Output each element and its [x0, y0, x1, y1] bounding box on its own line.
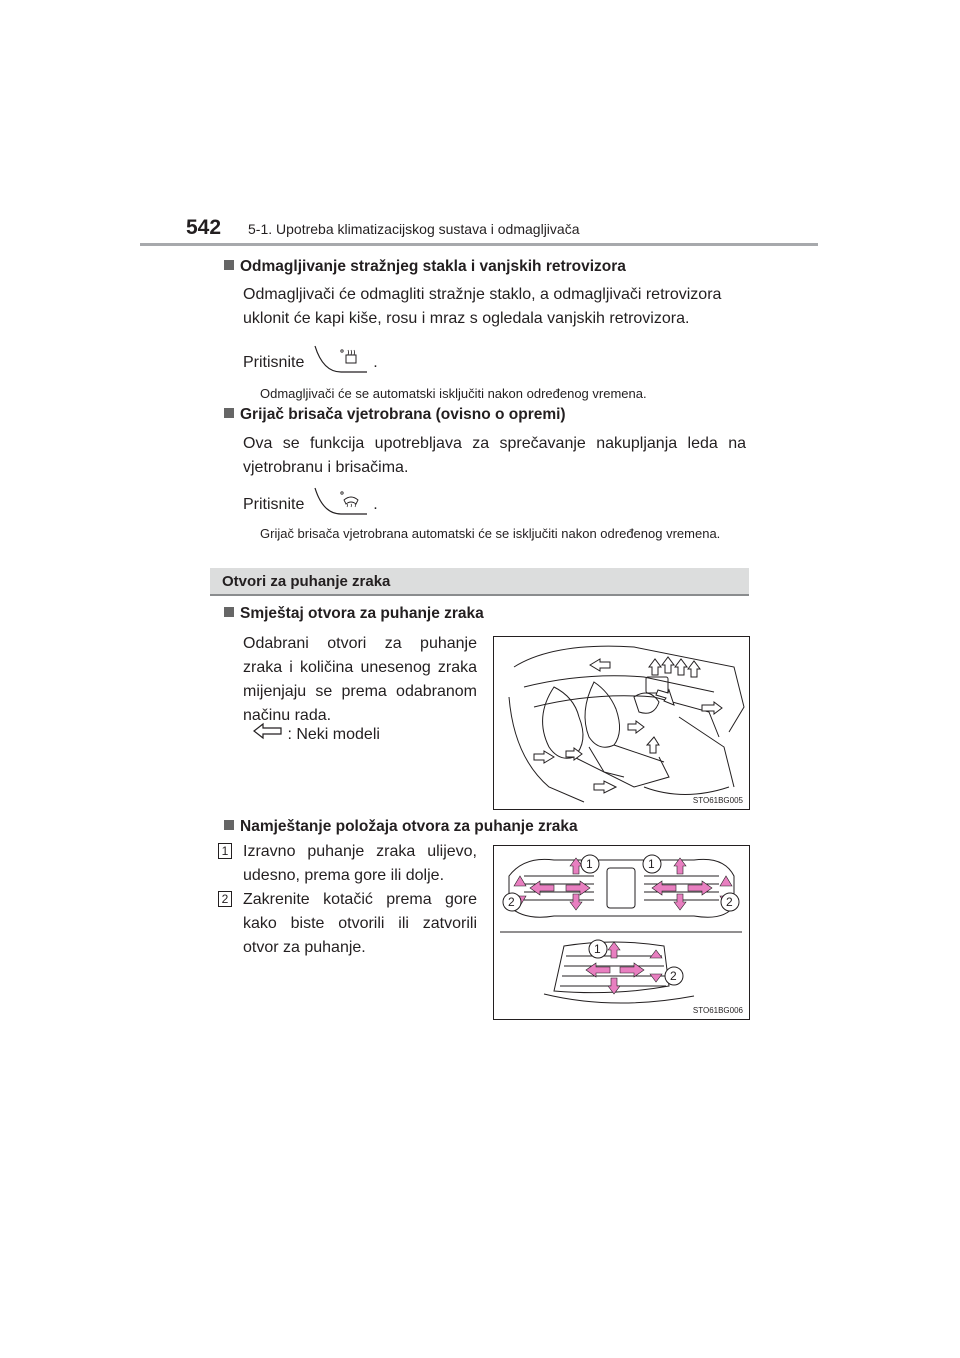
- callout-1: 1: [586, 857, 593, 871]
- callout-2: 2: [508, 895, 515, 909]
- section-title: Otvori za puhanje zraka: [222, 573, 391, 590]
- step-number-1: 1: [218, 843, 232, 859]
- heading-rear-defogger: Odmagljivanje stražnjeg stakla i vanjskih retrovizora: [224, 258, 626, 276]
- heading-vent-location: Smještaj otvora za puhanje zraka: [224, 605, 484, 623]
- heading-vent-adjust: Namještanje položaja otvora za puhanje zraka: [224, 818, 578, 836]
- wiper-deicer-button-icon: [311, 486, 369, 524]
- wiper-deicer-note: Grijač brisača vjetrobrana automatski će se isključiti nakon određenog vremena.: [260, 526, 721, 541]
- wiper-deicer-press-line: [243, 486, 443, 516]
- rear-defogger-body: Odmagljivači će odmagliti stražnje staklo, a odmagljivači retrovizora uklonit će kapi kiše, rosu i mraz s ogledala vanjskih retrovizora.: [243, 286, 722, 327]
- step-2-text: Zakrenite kotačić prema gore kako biste otvorili ili zatvorili otvor za puhanje.: [243, 891, 477, 956]
- cabin-airflow-figure: [493, 636, 750, 810]
- step-number-2: 2: [218, 891, 232, 907]
- square-bullet-icon: [224, 820, 234, 830]
- legend-row: [253, 722, 453, 748]
- step-1-text: Izravno puhanje zraka ulijevo, udesno, prema gore ili dolje.: [243, 843, 477, 884]
- figure-code: STO61BG006: [692, 1006, 743, 1015]
- square-bullet-icon: [224, 260, 234, 270]
- page-number: 542: [186, 216, 222, 239]
- press-label: Pritisnite: [243, 354, 305, 372]
- square-bullet-icon: [224, 408, 234, 418]
- section-title-bar: [210, 568, 749, 596]
- callout-1: 1: [648, 857, 655, 871]
- legend-text: : Neki modeli: [287, 726, 380, 744]
- cabin-illustration: [494, 637, 749, 809]
- rear-defogger-note: Odmagljivači će se automatski isključiti nakon određenog vremena.: [260, 386, 647, 401]
- chapter-title: 5-1. Upotreba klimatizacijskog sustava i odmagljivača: [248, 221, 580, 237]
- rear-defogger-press-line: [243, 344, 443, 374]
- press-label: Pritisnite: [243, 496, 305, 514]
- outline-arrow-icon: [253, 722, 283, 748]
- vent-location-body: Odabrani otvori za puhanje zraka i količina unesenog zraka mijenjaju se prema odabranom načinu rada.: [243, 635, 477, 724]
- heading-wiper-deicer: Grijač brisača vjetrobrana (ovisno o opremi): [224, 406, 566, 424]
- figure-code: STO61BG005: [692, 796, 743, 805]
- square-bullet-icon: [224, 607, 234, 617]
- vent-illustration: [494, 846, 749, 1019]
- callout-2: 2: [670, 969, 677, 983]
- header-divider: [140, 243, 818, 246]
- rear-defogger-button-icon: [311, 344, 369, 382]
- callout-2: 2: [726, 895, 733, 909]
- period: .: [373, 354, 378, 372]
- vent-adjust-figure: [493, 845, 750, 1020]
- wiper-deicer-body: Ova se funkcija upotrebljava za sprečavanje nakupljanja leda na vjetrobranu i brisačima.: [243, 435, 746, 476]
- period: .: [373, 496, 378, 514]
- callout-1: 1: [594, 942, 601, 956]
